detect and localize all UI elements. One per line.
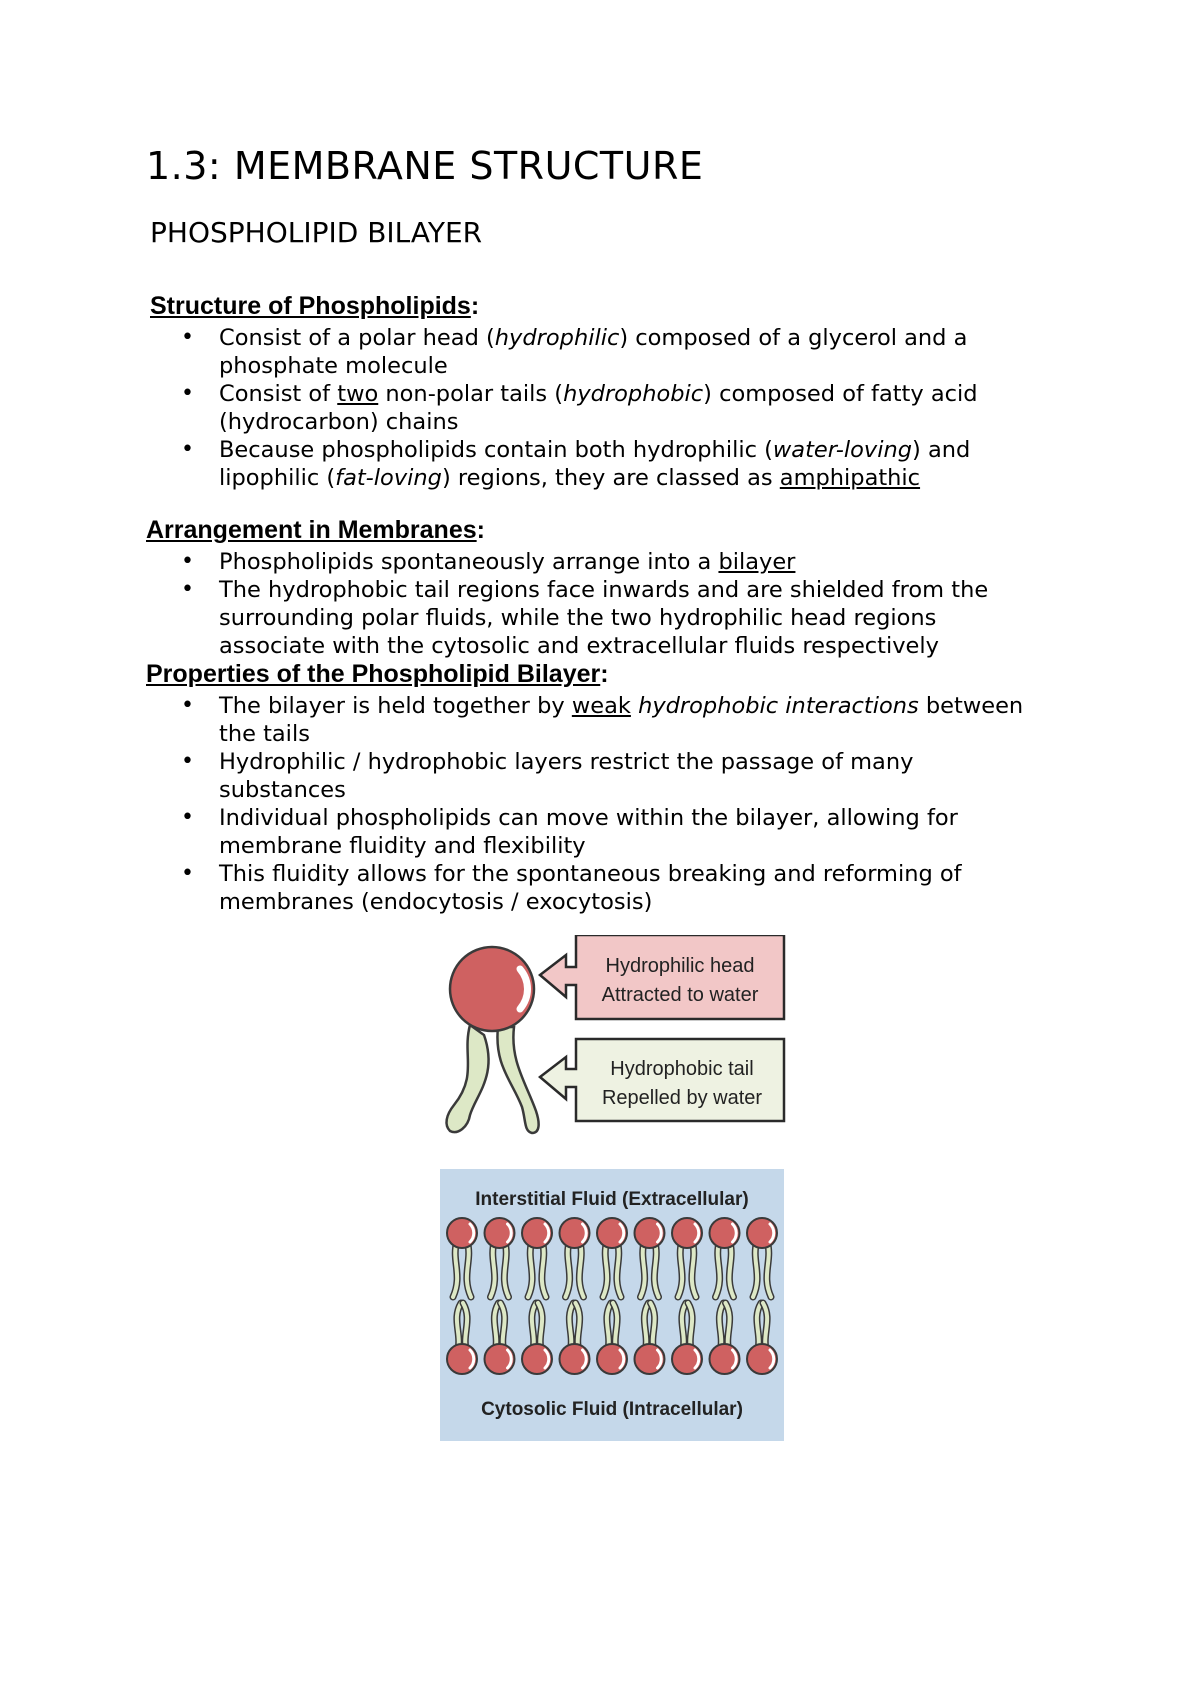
- text-run: ) and lipophilic (: [219, 437, 971, 491]
- text-run: The hydrophobic tail regions face inwards and are shielded from the surrounding polar fluids, while the two hydrophilic head regions associate with the cytosolic and extracellular fluids respectively: [219, 577, 989, 659]
- extracellular-label: Interstitial Fluid (Extracellular): [475, 1189, 749, 1210]
- text-run-italic: hydrophobic interactions: [638, 693, 919, 719]
- heading-colon: :: [600, 660, 609, 688]
- text-run: Because phospholipids contain both hydrophilic (: [219, 437, 773, 463]
- text-run: Consist of: [219, 381, 338, 407]
- hydrophilic-label-box: [540, 935, 784, 1019]
- text-run: non-polar tails (: [378, 381, 564, 407]
- head-circle: [450, 947, 534, 1031]
- list-item: [146, 748, 1026, 804]
- heading-colon: :: [470, 292, 480, 320]
- list-item: [146, 692, 1026, 748]
- text-run: This fluidity allows for the spontaneous breaking and reforming of membranes (endocytosis / exocytosis): [219, 861, 962, 915]
- arrangement-list: [146, 548, 1026, 660]
- text-run: ) composed of a glycerol and a phosphate molecule: [219, 325, 968, 379]
- text-run: Hydrophilic / hydrophobic layers restrict the passage of many substances: [219, 749, 914, 803]
- text-run: ) composed of fatty acid (hydrocarbon) chains: [219, 381, 978, 435]
- text-run: [631, 693, 638, 719]
- phospholipid-molecule: [447, 947, 539, 1133]
- text-run-underline: weak: [571, 693, 631, 719]
- text-run: Consist of a polar head (: [219, 325, 495, 351]
- list-item: [146, 324, 1026, 380]
- list-item: [146, 548, 1026, 576]
- section-heading-text: Arrangement in Membranes: [146, 516, 477, 544]
- text-run: Individual phospholipids can move within the bilayer, allowing for membrane fluidity and flexibility: [219, 805, 958, 859]
- head-label-line1: Hydrophilic head: [605, 955, 755, 977]
- heading-colon: :: [476, 516, 485, 544]
- text-run-italic: fat-loving: [335, 465, 442, 491]
- text-run-underline: two: [337, 381, 379, 407]
- section-heading-text: Properties of the Phospholipid Bilayer: [146, 660, 601, 688]
- list-item: [146, 380, 1026, 436]
- phospholipid-figure: [440, 935, 790, 1445]
- head-label-line2: Attracted to water: [601, 984, 759, 1006]
- tail-right: [497, 1027, 538, 1133]
- text-run-italic: hydrophobic: [563, 381, 704, 407]
- list-item: [146, 860, 1026, 916]
- text-run-underline: amphipathic: [779, 465, 921, 491]
- text-run: Phospholipids spontaneously arrange into a: [219, 549, 719, 575]
- page-title: 1.3: MEMBRANE STRUCTURE: [146, 144, 704, 188]
- text-run: The bilayer is held together by: [219, 693, 572, 719]
- hydrophobic-label-box: [540, 1039, 784, 1121]
- structure-list: [146, 324, 1026, 492]
- section-heading-properties: [146, 660, 609, 689]
- text-run-italic: water-loving: [772, 437, 913, 463]
- text-run-italic: hydrophilic: [494, 325, 620, 351]
- text-run: between the tails: [219, 693, 1024, 747]
- section-heading-arrangement: [146, 516, 485, 545]
- tail-label-line1: Hydrophobic tail: [610, 1058, 754, 1080]
- tail-label-line2: Repelled by water: [601, 1087, 763, 1109]
- text-run: ) regions, they are classed as: [441, 465, 780, 491]
- list-item: [146, 804, 1026, 860]
- text-run-underline: bilayer: [718, 549, 796, 575]
- list-item: [146, 576, 1026, 660]
- list-item: [146, 436, 1026, 492]
- tail-left: [447, 1025, 489, 1132]
- section-heading-structure: [150, 292, 479, 321]
- page-subtitle: PHOSPHOLIPID BILAYER: [150, 216, 483, 249]
- intracellular-label: Cytosolic Fluid (Intracellular): [481, 1399, 743, 1420]
- properties-list: [146, 692, 1026, 916]
- section-heading-text: Structure of Phospholipids: [150, 292, 471, 320]
